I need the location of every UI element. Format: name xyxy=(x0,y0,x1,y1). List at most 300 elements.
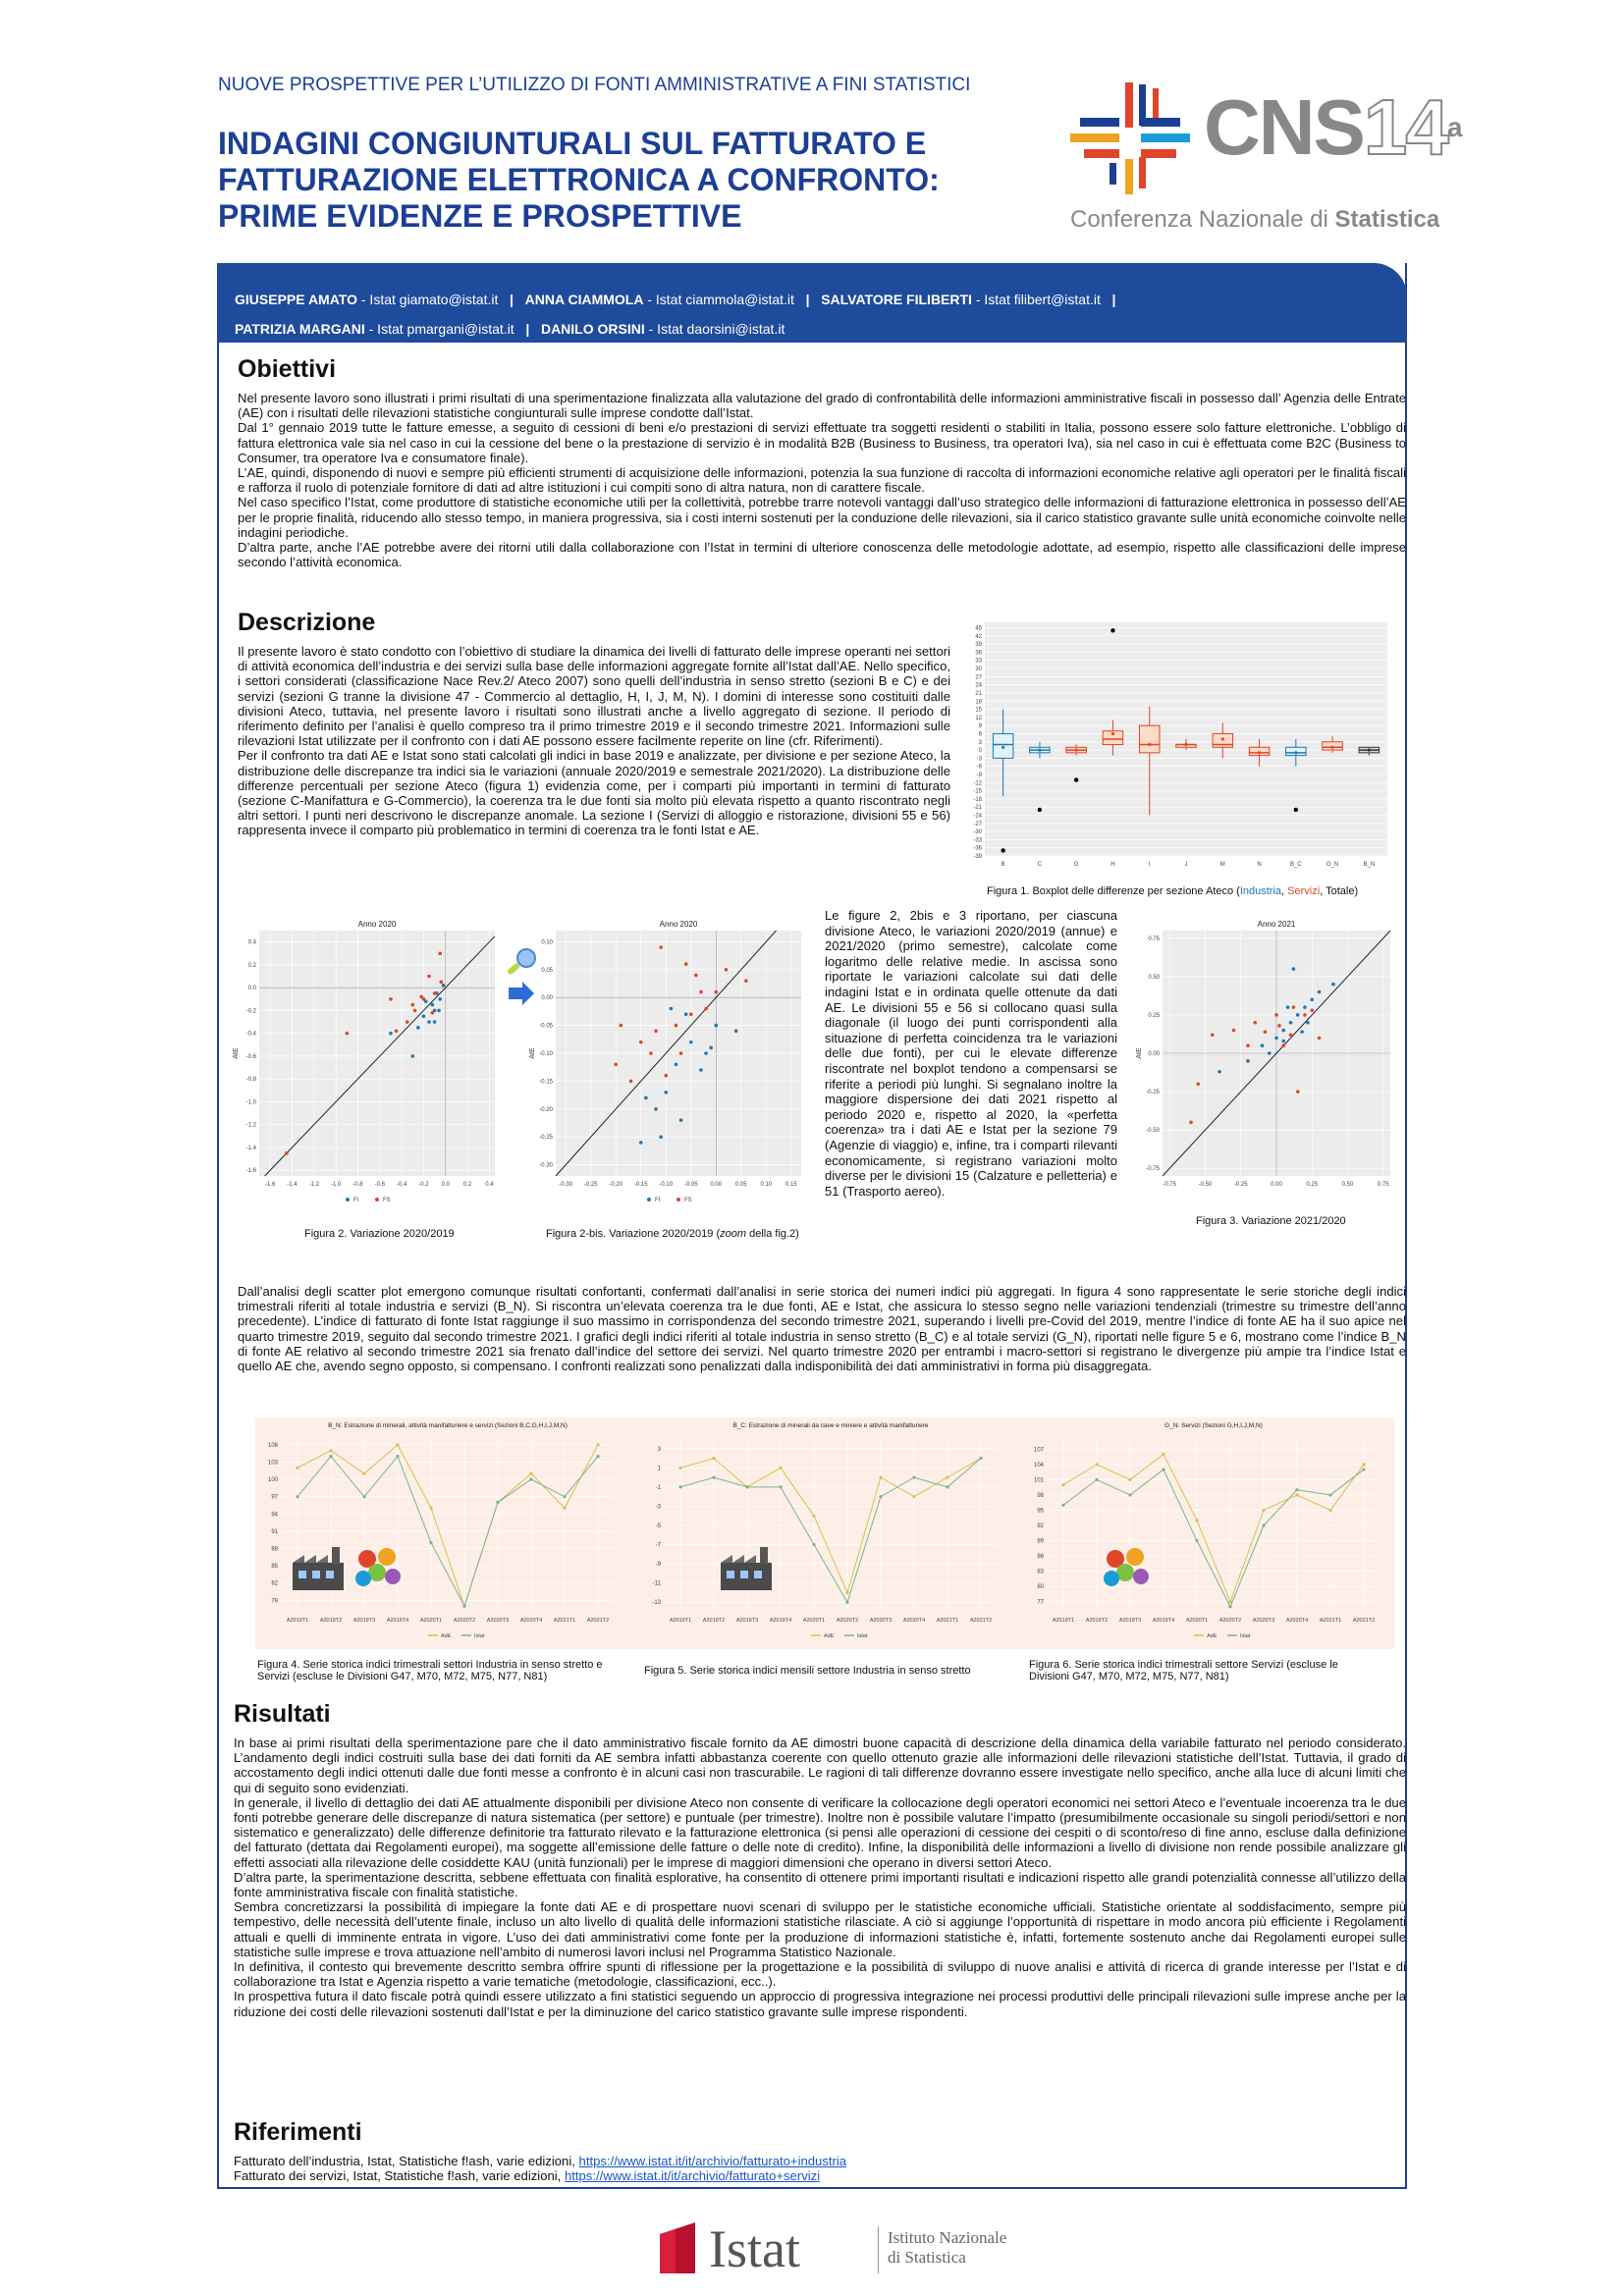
authors-band xyxy=(217,263,1407,343)
y-tick-label: 9 xyxy=(978,723,982,730)
paragraph: Nel caso specifico l’Istat, come produttore di statistiche economiche utili per la collettività, potrebbe trarre notevoli vantaggi dall’uso strategico delle informazioni di fatturazione elettronica in possesso dell’AE per le proprie finalità, riducendo allo stesso tempo, in maniera progressiva, sia i costi interni sostenuti per la conduzione delle rilevazioni, sia il carico statistico gravante sulle unità economiche coinvolte nelle indagini periodiche. xyxy=(238,495,1406,540)
box-mean xyxy=(1001,746,1004,749)
x-tick-label: A2020T2 xyxy=(836,1618,859,1624)
series-point xyxy=(1362,1463,1365,1466)
factory-icon xyxy=(719,1545,774,1592)
series-point xyxy=(1195,1519,1198,1522)
x-tick-label: A2019T3 xyxy=(735,1618,759,1624)
point-fs xyxy=(413,1009,417,1013)
legend-swatch xyxy=(647,1198,651,1201)
y-tick-label: 0.10 xyxy=(541,939,553,946)
y-tick-label: -3 xyxy=(976,756,982,763)
y-tick-label: 0.00 xyxy=(541,995,553,1002)
x-tick-label: A2021T2 xyxy=(586,1618,610,1624)
point-fs xyxy=(704,1007,708,1011)
point-fi xyxy=(433,1020,437,1024)
reference-item xyxy=(234,2168,1314,2183)
y-tick-label: -6 xyxy=(976,764,982,771)
paragraph: Sembra concretizzarsi la possibilità di impiegare la fonte dati AE e di prospettare nuovi scenari di sviluppo per le statistiche economiche ufficiali. Statistiche orientate al soddisfacimento, sempre più tempestivo, delle necessità dell’utente finale, incluso un alto livello di qualità delle informazioni statistiche rilasciate. A ciò si aggiunge l’opportunità di rispettare in modo ancora più efficiente i Regolamenti attuali e quelli di imminente entrata in vigore. L’uso dei dati amministrativi come fonte per la produzione di informazioni statistiche è, infatti, fortemente sostenuto anche dai Regolamenti europei sulle statistiche sulle imprese e trova attuazione nell’ambito di numerosi lavori inclusi nel Programma Statistico Nazionale. xyxy=(234,1899,1406,1959)
x-tick-label: 0.25 xyxy=(1306,1182,1319,1188)
point-fi xyxy=(1218,1070,1221,1074)
x-tick-label: A2021T1 xyxy=(1319,1618,1342,1624)
y-tick-label: -33 xyxy=(973,837,982,844)
chart-title: G_N: Servizi (Sezioni G,H,I,J,M,N) xyxy=(1164,1422,1263,1429)
series-point xyxy=(1195,1539,1198,1542)
author-email: ciammola@istat.it xyxy=(685,292,794,307)
legend-swatch xyxy=(346,1198,350,1201)
y-tick-label: 0.00 xyxy=(1148,1051,1160,1057)
x-tick-label: 0.15 xyxy=(785,1182,797,1188)
cns-logo-sup: a xyxy=(1446,112,1461,142)
y-tick-label: -13 xyxy=(652,1600,661,1607)
series-point xyxy=(396,1455,399,1458)
paragraph: Dal 1° gennaio 2019 tutte le fatture emesse, a seguito di cessioni di beni e/o prestazioni di servizi effettuate tra soggetti residenti o stabiliti in Italia, possono essere solo fatture elettroniche. L’obbligo di fattura elettronica vale sia nel caso in cui la cessione del bene o la prestazione di servizio è in modalità B2B (Business to Business, tra operatori Iva), sia nel caso in cui è effettuata come B2C (Business to Consumer, tra operatore Iva e consumatore finale). xyxy=(238,420,1406,465)
point-fs xyxy=(1246,1043,1250,1047)
y-tick-label: 77 xyxy=(1037,1599,1044,1606)
y-axis-label: AtE xyxy=(529,1047,536,1059)
series-point xyxy=(1328,1493,1331,1496)
x-tick-label: -1.6 xyxy=(264,1182,276,1188)
point-fi xyxy=(704,1051,708,1055)
x-tick-label: 0.75 xyxy=(1377,1182,1389,1188)
y-tick-label: 88 xyxy=(271,1546,278,1553)
y-tick-label: -24 xyxy=(973,813,982,820)
x-tick-label: A2020T2 xyxy=(1218,1618,1242,1624)
series-point xyxy=(296,1495,298,1498)
descrizione-after-text: Dall’analisi degli scatter plot emergono comunque risultati confortanti, confermati dall’analisi in serie storica dei numeri indici più aggregati. In figura 4 sono rappresentate le serie storiche degli indici trimestrali riferiti al totale industria e servizi (B_N). Si riscontra un’elevata coerenza tra le due fonti, AE e Istat, che assicura lo stesso segno nelle variazioni tendenziali (trimestre su trimestre dell’anno precedente). L’indice di fatturato di fonte Istat raggiunge il suo massimo in corrispondenza del secondo trimestre 2021, superando i livelli pre-Covid del 2019, mentre l’indice di fonte AE ha il suo apice nel quarto trimestre 2019, seguito dal secondo trimestre 2021. I grafici degli indici riferiti al totale industria in senso stretto (B_C) e al totale servizi (G_N), riportati nelle figure 5 e 6, mostrano come l’indice B_N di fonte AE relativo al secondo trimestre 2021 sia frenato dall’indice del settore dei servizi. Nel quarto trimestre 2020 per entrambi i macro-settori si registrano le divergenze più ampie tra l’indice Istat e quello AE che, avendo segno opposto, si compensano. I confronti realizzati sono penalizzati dalla indisponibilità dei dati amministrativi in forma più disaggregata. xyxy=(238,1284,1406,1374)
x-tick-label: B_N xyxy=(1363,862,1376,868)
point-fs xyxy=(639,1041,643,1044)
point-fs xyxy=(1211,1033,1215,1037)
y-tick-label: 21 xyxy=(975,690,982,697)
legend-label: FS xyxy=(684,1198,692,1203)
point-fi xyxy=(1281,1040,1285,1043)
x-tick-label: 0.00 xyxy=(710,1182,723,1188)
y-tick-label: 0.4 xyxy=(247,939,256,946)
point-fi xyxy=(664,1091,668,1095)
cns-logo xyxy=(1070,79,1461,236)
point-fs xyxy=(419,995,423,999)
series-point xyxy=(879,1476,882,1479)
point-fi xyxy=(1310,998,1314,1002)
series-point xyxy=(946,1476,948,1479)
point-fs xyxy=(1274,1013,1278,1017)
point-fs xyxy=(694,974,698,978)
series-point xyxy=(912,1476,915,1479)
istat-inst-line1: Istituto Nazionale xyxy=(888,2228,1007,2247)
cns-logo-text xyxy=(1204,79,1460,177)
series-point xyxy=(745,1485,748,1488)
series-point xyxy=(529,1472,532,1475)
point-fi xyxy=(422,1014,426,1018)
factory-icon xyxy=(291,1545,346,1592)
cns-logo-subtitle xyxy=(1070,206,1439,234)
series-point xyxy=(1362,1468,1365,1470)
paragraph: In base ai primi risultati della sperimentazione pare che il dato amministrativo fiscale fornito da AE dimostri buone capacità di descrizione della dinamica della variabile fatturato nel periodo considerato. L’andamento degli indici costruiti sulla base dei dati forniti da AE sembra infatti abbastanza coerente con quello ottenuto grazie alle informazioni delle rilevazioni statistiche dell’Istat. Tuttavia, il grado di accostamento degli indici ottenuti dalle due fonti messe a confronto è in alcuni casi non trascurabile. Le ragioni di tali differenze dovranno essere investigate nello specifico, anche alla luce di alcuni limiti che qui di seguito sono evidenziati. xyxy=(234,1735,1406,1795)
series-point xyxy=(812,1543,815,1546)
x-tick-label: -0.20 xyxy=(609,1182,623,1188)
paragraph: Per il confronto tra dati AE e Istat sono stati calcolati gli indici in base 2019 e analizzate, per divisione e per sezione Ateco, la distribuzione delle discrepanze tra indici sia le variazioni (annuale 2020/2019 e semestrale 2021/2020). La distribuzione delle differenze percentuali per sezione Ateco (figura 1) evidenzia come, per i comparti più importanti in termini di fatturato (sezione C-Manifattura e G-Commercio), la coerenza tra le due fonti sia molto più elevata rispetto a quanto riscontrato negli altri settori. I punti neri descrivono le discrepanze anomale. La sezione I (Servizi di alloggio e ristorazione, divisioni 55 e 56) rappresenta invece il comparto più problematico in termini di coerenza tra le fonti Istat e AE. xyxy=(238,748,950,838)
box-mean xyxy=(1258,751,1261,754)
authors-line-2 xyxy=(235,314,1407,344)
y-tick-label: -27 xyxy=(973,821,982,828)
point-fs xyxy=(1318,1037,1322,1041)
box-mean xyxy=(1221,737,1224,740)
title-line-1: INDAGINI CONGIUNTURALI SUL FATTURATO E xyxy=(218,126,927,161)
legend-swatch xyxy=(375,1198,379,1201)
x-tick-label: -1.4 xyxy=(287,1182,298,1188)
section-title-obiettivi: Obiettivi xyxy=(238,355,337,383)
y-tick-label: 86 xyxy=(1037,1554,1044,1561)
reference-text: Fatturato dei servizi, Istat, Statistiche f!ash, varie edizioni, xyxy=(234,2168,565,2184)
caption-comma: , xyxy=(1281,885,1288,897)
y-tick-label: -15 xyxy=(973,788,982,795)
series-point xyxy=(429,1507,432,1510)
box-mean xyxy=(1368,748,1371,751)
series-point xyxy=(845,1591,848,1594)
point-fs xyxy=(1196,1082,1200,1086)
figure-6-line xyxy=(1021,1417,1394,1649)
x-tick-label: A2019T4 xyxy=(1152,1618,1175,1624)
y-tick-label: -0.25 xyxy=(1146,1090,1160,1096)
point-fs xyxy=(1281,1043,1285,1047)
author-email: pmargani@istat.it xyxy=(406,321,514,337)
series-point xyxy=(1128,1478,1131,1481)
figure-1-boxplot xyxy=(957,616,1399,874)
series-point xyxy=(362,1472,365,1475)
point-fi xyxy=(1306,1021,1310,1025)
cns-subtitle-pre: Conferenza Nazionale di xyxy=(1070,206,1335,233)
point-fi xyxy=(1261,1043,1265,1047)
series-point xyxy=(1095,1478,1098,1481)
y-tick-label: 30 xyxy=(975,667,982,673)
legend-label: AdE xyxy=(441,1633,452,1639)
point-fs xyxy=(438,951,442,955)
x-tick-label: -0.8 xyxy=(352,1182,363,1188)
point-fi xyxy=(1303,1005,1307,1009)
legend-label: Istat xyxy=(857,1633,868,1639)
series-point xyxy=(529,1477,532,1480)
y-tick-label: 24 xyxy=(975,682,982,689)
y-axis-label: AtE xyxy=(1136,1047,1143,1059)
caption-post: della fig.2) xyxy=(746,1228,799,1240)
y-tick-label: -0.6 xyxy=(245,1053,256,1060)
point-fs xyxy=(659,945,663,949)
series-point xyxy=(1295,1488,1298,1491)
y-tick-label: -1.0 xyxy=(245,1099,256,1106)
point-fi xyxy=(659,1135,663,1139)
point-fs xyxy=(1253,1021,1257,1025)
point-fs xyxy=(433,991,437,995)
y-tick-label: 82 xyxy=(271,1580,278,1587)
istat-logo xyxy=(656,2220,1049,2279)
x-tick-label: A2020T4 xyxy=(902,1618,926,1624)
legend-label: Istat xyxy=(474,1633,485,1639)
y-tick-label: 12 xyxy=(975,715,982,721)
y-tick-label: 79 xyxy=(271,1598,278,1605)
y-tick-label: -0.05 xyxy=(539,1023,553,1030)
paragraph: D’altra parte, anche l’AE potrebbe avere dei ritorni utili dalla collaborazione con l’Istat in termini di ulteriore conoscenza delle metodologie adottate, ad esempio, rispetto alle classificazioni delle imprese secondo l’attività economica. xyxy=(238,540,1406,570)
cns-logo-mark xyxy=(1070,79,1198,196)
legend-swatch xyxy=(677,1198,680,1201)
paragraph: In generale, il livello di dettaglio dei dati AE attualmente disponibili per divisione Ateco non consente di verificare la collocazione degli operatori economici nei settori Ateco e l’eventuale incoerenza tra le due fonti potrebbe generare delle discrepanze di natura sistematica (per settore) e puntuale (per trimestre). Inoltre non è possibile valutare l’impatto (presumibilmente occasionale su singoli periodi/settori e non sistematico e generalizzato) delle differenze definitorie tra fatturato rilevato e la fatturazione elettronica (si pensi alle operazioni di cessione dei cespiti o di sconto/reso di fine anno, escluse dalla definizione del fatturato (dettata dai Regolamenti europei), ma soggette all’emissione delle fatture o delle note di credito). Infine, la disponibilità delle informazioni a livello di divisione non rende possibile analizzare gli effetti associati alla rilevazione delle cosiddette KAU (unità funzionali) per le imprese di maggiori dimensioni che operano in diversi settori Ateco. xyxy=(234,1794,1406,1870)
point-fs xyxy=(1264,1030,1268,1034)
point-fi xyxy=(1300,1030,1304,1034)
x-tick-label: -0.4 xyxy=(396,1182,407,1188)
point-fi xyxy=(1246,1059,1250,1063)
y-tick-label: -0.4 xyxy=(245,1031,256,1038)
y-tick-label: -1.2 xyxy=(245,1122,256,1129)
y-tick-label: -0.2 xyxy=(245,1008,256,1015)
point-fi xyxy=(1331,983,1335,987)
point-fs xyxy=(679,1051,683,1055)
y-tick-label: 83 xyxy=(1037,1569,1044,1575)
y-tick-label: 0.05 xyxy=(541,967,553,974)
y-tick-label: -1.6 xyxy=(245,1168,256,1175)
x-tick-label: 0.05 xyxy=(734,1182,747,1188)
x-tick-label: A2020T1 xyxy=(1185,1618,1209,1624)
y-tick-label: 36 xyxy=(975,650,982,657)
y-tick-label: 91 xyxy=(271,1528,278,1535)
series-point xyxy=(1228,1600,1231,1603)
author-name: GIUSEPPE AMATO xyxy=(235,292,357,307)
y-tick-label: -0.10 xyxy=(539,1051,553,1057)
chart-title: Anno 2020 xyxy=(659,920,698,929)
x-tick-label: -0.30 xyxy=(559,1182,573,1188)
y-tick-label: -0.20 xyxy=(539,1106,553,1113)
y-tick-label: 0.50 xyxy=(1148,974,1160,981)
figure-4-line xyxy=(255,1417,628,1649)
x-tick-label: -0.6 xyxy=(374,1182,385,1188)
x-tick-label: A2019T2 xyxy=(1085,1618,1109,1624)
point-fs xyxy=(629,1080,633,1084)
series-point xyxy=(1162,1468,1164,1470)
y-tick-label: 15 xyxy=(975,707,982,714)
author-org: - Istat xyxy=(643,292,686,307)
y-tick-label: -0.25 xyxy=(539,1135,553,1142)
y-tick-label: 39 xyxy=(975,642,982,649)
point-fi xyxy=(1318,990,1322,994)
series-point xyxy=(396,1443,399,1446)
point-fi xyxy=(684,1012,688,1016)
point-fi xyxy=(1289,1021,1293,1025)
x-tick-label: A2020T4 xyxy=(1285,1618,1309,1624)
point-fi xyxy=(1274,1037,1278,1041)
y-tick-label: 42 xyxy=(975,633,982,640)
point-fs xyxy=(684,962,688,966)
point-fs xyxy=(1232,1029,1236,1033)
point-fi xyxy=(442,984,446,988)
point-fi xyxy=(1281,1029,1285,1033)
series-point xyxy=(296,1467,298,1469)
outlier-point xyxy=(1110,628,1114,632)
legend-label: AdE xyxy=(824,1633,835,1639)
y-tick-label: 85 xyxy=(271,1564,278,1571)
chart-title: B_N: Estrazione di minerali, attività manifatturiere e servizi (Sezioni B,C,G,H,I,J,M,N) xyxy=(328,1422,568,1429)
x-tick-label: A2021T2 xyxy=(969,1618,993,1624)
x-tick-label: -0.10 xyxy=(659,1182,674,1188)
point-fi xyxy=(689,1041,693,1044)
y-tick-label: 18 xyxy=(975,699,982,706)
y-tick-label: -12 xyxy=(973,780,982,787)
point-fs xyxy=(689,1012,693,1016)
author-separator: | xyxy=(510,292,514,307)
y-tick-label: -18 xyxy=(973,796,982,803)
y-tick-label: 6 xyxy=(978,731,982,738)
x-tick-label: A2020T4 xyxy=(519,1618,543,1624)
x-tick-label: A2021T1 xyxy=(936,1618,959,1624)
caption-pre: Figura 2-bis. Variazione 2020/2019 ( xyxy=(546,1228,721,1240)
series-point xyxy=(812,1515,815,1518)
title-line-3: PRIME EVIDENZE E PROSPETTIVE xyxy=(218,198,742,234)
x-tick-label: -1.2 xyxy=(308,1182,319,1188)
x-tick-label: -1.0 xyxy=(330,1182,342,1188)
point-fs xyxy=(1310,1008,1314,1012)
x-tick-label: 0.00 xyxy=(1271,1182,1282,1188)
y-tick-label: 3 xyxy=(978,739,982,746)
x-tick-label: I xyxy=(1148,862,1151,868)
y-tick-label: -21 xyxy=(973,805,982,812)
y-tick-label: -9 xyxy=(976,772,982,778)
legend-label: FS xyxy=(383,1198,391,1203)
y-tick-label: 101 xyxy=(1033,1477,1044,1484)
series-point xyxy=(1262,1509,1265,1512)
author-org: - Istat xyxy=(971,292,1014,307)
x-tick-label: A2020T1 xyxy=(419,1618,443,1624)
series-point xyxy=(1295,1493,1298,1496)
istat-divider xyxy=(878,2226,879,2273)
author-separator: | xyxy=(1111,292,1116,307)
x-tick-label: 0.10 xyxy=(760,1182,773,1188)
cns-logo-number: 14 xyxy=(1363,83,1447,171)
cns-subtitle-bold: Statistica xyxy=(1334,206,1440,233)
y-tick-label: -1 xyxy=(655,1484,661,1491)
figure-1-caption xyxy=(987,885,1358,897)
paragraph: In definitiva, il contesto qui brevemente descritto sembra offrire spunti di riflessione per la progettazione e la possibilità di sviluppo di nuove analisi e attività di ricerca di grande interesse per l’Istat e di collaborazione tra Istat e Agenzia rispetto a varie tematiche (metodologie, classificazioni, ecc..). xyxy=(234,1959,1406,1990)
point-fi xyxy=(670,1007,674,1011)
x-tick-label: A2019T1 xyxy=(286,1618,309,1624)
reference-text: Fatturato dell’industria, Istat, Statistiche f!ash, varie edizioni, xyxy=(234,2154,579,2168)
riferimenti-list xyxy=(234,2154,1314,2183)
point-fs xyxy=(1292,1005,1296,1009)
point-fi xyxy=(714,1024,718,1028)
reference-link[interactable]: https://www.istat.it/it/archivio/fatturato+servizi xyxy=(564,2168,821,2184)
descrizione-middle-text: Le figure 2, 2bis e 3 riportano, per ciascuna divisione Ateco, le variazioni 2020/2019 (annue) e 2021/2020 (primo semestre), calcolate come logaritmo delle relative medie. In ascissa sono riportate le variazioni calcolate sui dati delle indagini Istat e in ordinata quelle ottenute da dati AE. Le divisioni 55 e 56 si collocano quasi sulla diagonale (il luogo dei punti corrispondenti alla situazione di perfetta coincidenza tra le variazioni delle due fonti), per cui le elevate differenze riscontrate nel boxplot tendono a compensarsi se riferite a periodi più lunghi. Si segnalano inoltre la maggiore dispersione dei dati 2021 rispetto al periodo 2020 e, rispetto al 2020, la «perfetta coerenza» tra i dati AE e Istat per la sezione 79 (Agenzie di viaggio) e, infine, tra i comparti rilevanti economicamente, si registrano variazioni molto diverse per le divisioni 15 (Calzature e pelletteria) e 51 (Trasporto aereo). xyxy=(825,908,1117,1199)
x-tick-label: A2020T2 xyxy=(453,1618,476,1624)
series-point xyxy=(879,1495,882,1498)
point-fi xyxy=(1286,1005,1290,1009)
y-tick-label: 107 xyxy=(1033,1447,1044,1454)
point-fs xyxy=(346,1032,350,1036)
box-mean xyxy=(1184,743,1187,746)
x-tick-label: 0.0 xyxy=(441,1182,450,1188)
series-point xyxy=(1262,1523,1265,1526)
figure-5-line xyxy=(638,1417,1011,1649)
paragraph: In prospettiva futura il dato fiscale potrà quindi essere utilizzato a fini statistici seguendo un approccio di progressiva integrazione nei processi produttivi delle principali rilevazioni sulle imprese anche per la riduzione dei costi delle rilevazioni sostenuti dall’Istat e per la diminuzione del carico statistico gravante sulle imprese rispondenti. xyxy=(234,1989,1406,2019)
section-title-risultati: Risultati xyxy=(234,1700,331,1728)
box-mean xyxy=(1148,743,1151,746)
x-tick-label: G xyxy=(1073,862,1079,868)
point-fs xyxy=(744,979,748,983)
legend-label: FI xyxy=(353,1198,359,1203)
y-tick-label: -7 xyxy=(655,1542,661,1549)
point-fs xyxy=(410,1003,414,1007)
x-tick-label: -0.2 xyxy=(418,1182,429,1188)
series-point xyxy=(362,1495,365,1498)
point-fs xyxy=(725,968,729,972)
author-org: - Istat xyxy=(644,321,687,337)
y-tick-label: -39 xyxy=(973,854,982,860)
x-tick-label: H xyxy=(1110,862,1115,868)
x-tick-label: A2021T2 xyxy=(1352,1618,1376,1624)
paragraph: L’AE, quindi, disponendo di nuovi e sempre più efficienti strumenti di acquisizione delle informazioni, potenzia la sua funzione di raccolta di informazioni economiche relative agli operatori per le finalità fiscali e rafforza il ruolo di potenziale fornitore di dati ad altre istituzioni i cui compiti sono di altra natura, non di carattere fiscale. xyxy=(238,465,1406,496)
reference-link[interactable]: https://www.istat.it/it/archivio/fatturato+industria xyxy=(578,2154,847,2168)
molecule-icon xyxy=(1102,1545,1151,1590)
figure-2bis-caption xyxy=(546,1228,799,1240)
series-point xyxy=(845,1601,848,1604)
y-axis-label: AtE xyxy=(233,1047,240,1059)
y-tick-label: 98 xyxy=(1037,1492,1044,1499)
y-tick-label: -30 xyxy=(973,829,982,836)
author-org: - Istat xyxy=(364,321,407,337)
point-fi xyxy=(437,1009,441,1013)
y-tick-label: 0.2 xyxy=(247,962,256,969)
author-name: ANNA CIAMMOLA xyxy=(524,292,644,307)
box-mean xyxy=(1038,748,1041,751)
series-point xyxy=(596,1443,599,1446)
istat-logo-word: Istat xyxy=(709,2219,800,2278)
author-name: DANILO ORSINI xyxy=(540,321,645,337)
magnifier-icon xyxy=(505,948,540,1007)
series-point xyxy=(1095,1463,1098,1466)
series-point xyxy=(563,1495,566,1498)
figure-2-caption: Figura 2. Variazione 2020/2019 xyxy=(304,1228,455,1240)
y-tick-label: 1 xyxy=(657,1466,661,1472)
y-tick-label: 89 xyxy=(1037,1538,1044,1545)
chart-title: Anno 2020 xyxy=(357,920,397,929)
caption-pre: Figura 1. Boxplot delle differenze per sezione Ateco ( xyxy=(987,885,1240,897)
series-point xyxy=(979,1457,982,1460)
x-tick-label: -0.15 xyxy=(633,1182,648,1188)
obiettivi-text xyxy=(238,391,1406,569)
point-fi xyxy=(1296,1013,1300,1017)
box xyxy=(1139,725,1160,753)
page-title xyxy=(218,126,964,235)
point-fs xyxy=(389,997,393,1001)
point-fi xyxy=(427,1020,431,1024)
author-name: SALVATORE FILIBERTI xyxy=(821,292,972,307)
point-fi xyxy=(1268,1051,1272,1055)
figure-2bis-scatter xyxy=(520,913,810,1212)
x-tick-label: 0.2 xyxy=(462,1182,472,1188)
y-tick-label: 92 xyxy=(1037,1523,1044,1529)
series-point xyxy=(329,1455,332,1458)
x-tick-label: A2019T2 xyxy=(319,1618,343,1624)
risultati-text xyxy=(234,1735,1406,2019)
figure-6-caption: Figura 6. Serie storica indici trimestrali settore Servizi (escluse le Divisioni G47, M70, M72, M75, N77, N81) xyxy=(1029,1659,1338,1682)
point-fi xyxy=(679,1118,683,1122)
x-tick-label: -0.25 xyxy=(1233,1182,1248,1188)
paragraph: Il presente lavoro è stato condotto con l’obiettivo di studiare la dinamica dei livelli di fatturato delle imprese operanti nei settori di attività economica dell’industria e dei servizi sulla base delle informazioni aggregate fornite all’Istat dall’AE. Nello specifico, i settori considerati (classificazione Nace Rev.2/ Ateco 2007) sono quelli dell’industria in senso stretto (sezioni B e C) e dei servizi (sezioni G tranne la divisione 47 - Commercio al dettaglio, H, I, J, M, N). I domini di interesse sono costituiti dalle divisioni Ateco, tuttavia, nel presente lavoro i risultati sono illustrati anche a livello aggregato di sezione. Il periodo di riferimento definito per l’analisi è quello compreso tra il primo trimestre 2019 e il secondo trimestre 2021. Informazioni sulle rilevazioni Istat utilizzate per il confronto con i dati AE possono essere facilmente reperite on line (cfr. Riferimenti). xyxy=(238,644,950,749)
point-fs xyxy=(1296,1090,1300,1094)
outlier-point xyxy=(1294,808,1298,812)
legend-label: AdE xyxy=(1207,1633,1218,1639)
section-title-descrizione: Descrizione xyxy=(238,609,376,636)
y-tick-label: -36 xyxy=(973,845,982,852)
y-tick-label: 95 xyxy=(1037,1508,1044,1515)
x-tick-label: -0.05 xyxy=(683,1182,698,1188)
point-fs xyxy=(1289,1033,1293,1037)
